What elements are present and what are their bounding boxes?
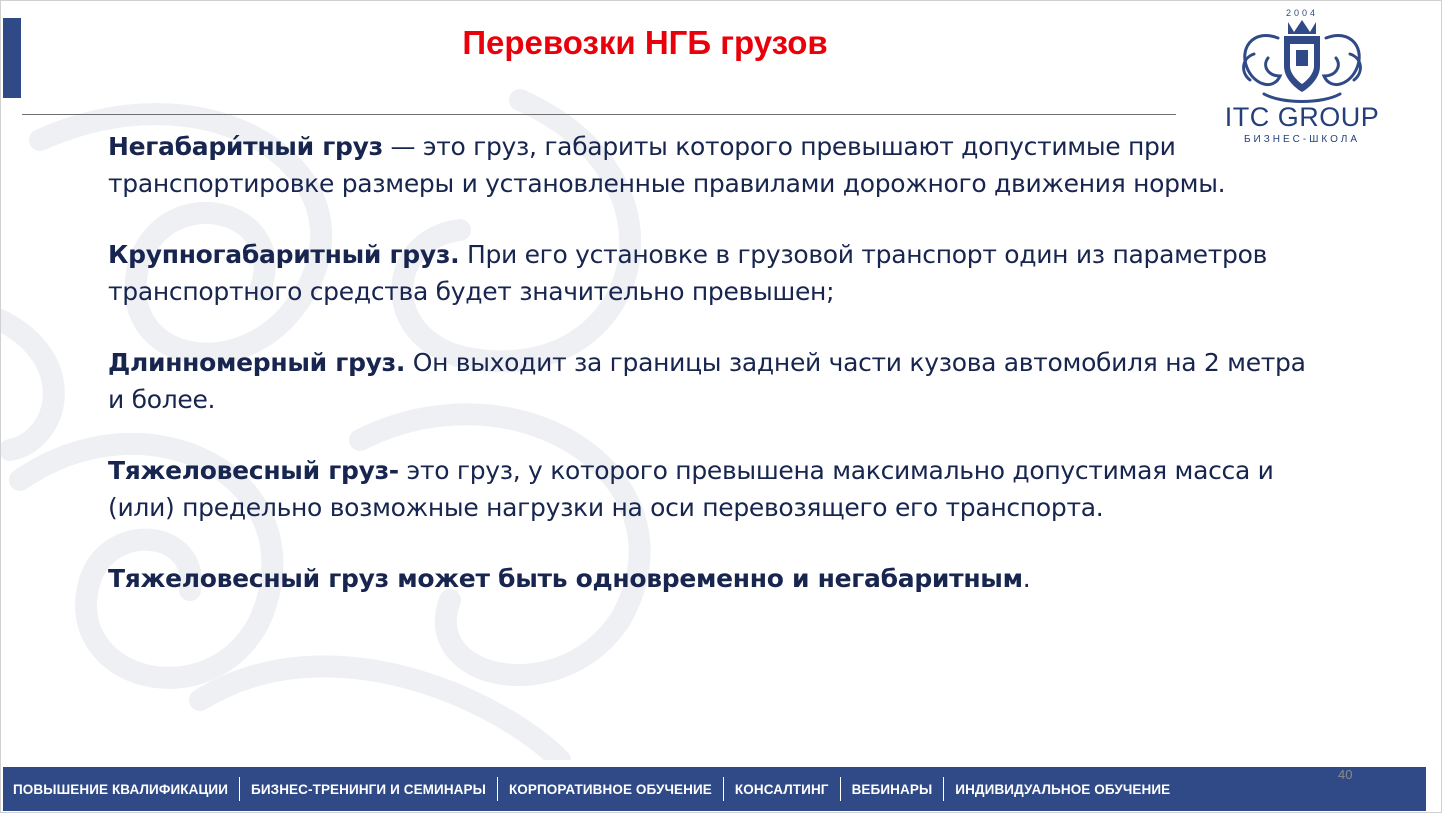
definition-term: Негабари́тный груз [108, 132, 383, 161]
definition-heavy [108, 452, 1318, 526]
footer-item-consulting: КОНСАЛТИНГ [734, 781, 829, 797]
definition-oversized [108, 128, 1318, 202]
page-number: 40 [1338, 767, 1353, 782]
crest-icon [1234, 10, 1370, 106]
footer-item-qualification: ПОВЫШЕНИЕ КВАЛИФИКАЦИИ [13, 781, 229, 797]
footer-item-corporate: КОРПОРАТИВНОЕ ОБУЧЕНИЕ [508, 781, 712, 797]
definition-long [108, 344, 1318, 418]
note-end: . [1022, 564, 1031, 593]
definition-text: При его установке в грузовой транспорт один из параметров транспортного средства будет значительно превышен; [108, 240, 1268, 306]
itc-group-logo [1196, 6, 1408, 148]
logo-subtitle: БИЗНЕС-ШКОЛА [1243, 134, 1360, 145]
definition-large [108, 236, 1318, 310]
footer-item-individual: ИНДИВИДУАЛЬНОЕ ОБУЧЕНИЕ [955, 781, 1171, 797]
logo-name: ITC GROUP [1224, 102, 1380, 132]
title-divider [22, 114, 1176, 115]
definition-text: это груз, у которого превышена максимально допустимая масса и (или) предельно возможные нагрузки на оси перевозящего его транспорта. [108, 456, 1274, 522]
note-heavy-oversized [108, 560, 1318, 597]
note-text: Тяжеловесный груз может быть одновременно и негабаритным [108, 564, 1023, 593]
logo-year: 2004 [1285, 8, 1319, 18]
footer-item-webinars: ВЕБИНАРЫ [851, 781, 933, 797]
services-footer-bar [3, 767, 1426, 811]
definition-text: — это груз, габариты которого превышают допустимые при транспортировке размеры и установленные правилами дорожного движения нормы. [108, 132, 1226, 198]
definitions-list [108, 128, 1318, 631]
definition-term: Тяжеловесный груз- [108, 456, 399, 485]
definition-text: Он выходит за границы задней части кузова автомобиля на 2 метра и более. [108, 348, 1306, 414]
definition-term: Длинномерный груз. [108, 348, 406, 377]
definition-term: Крупногабаритный груз. [108, 240, 460, 269]
footer-item-trainings: БИЗНЕС-ТРЕНИНГИ И СЕМИНАРЫ [251, 781, 486, 797]
slide-title: Перевозки НГБ грузов [462, 24, 828, 61]
